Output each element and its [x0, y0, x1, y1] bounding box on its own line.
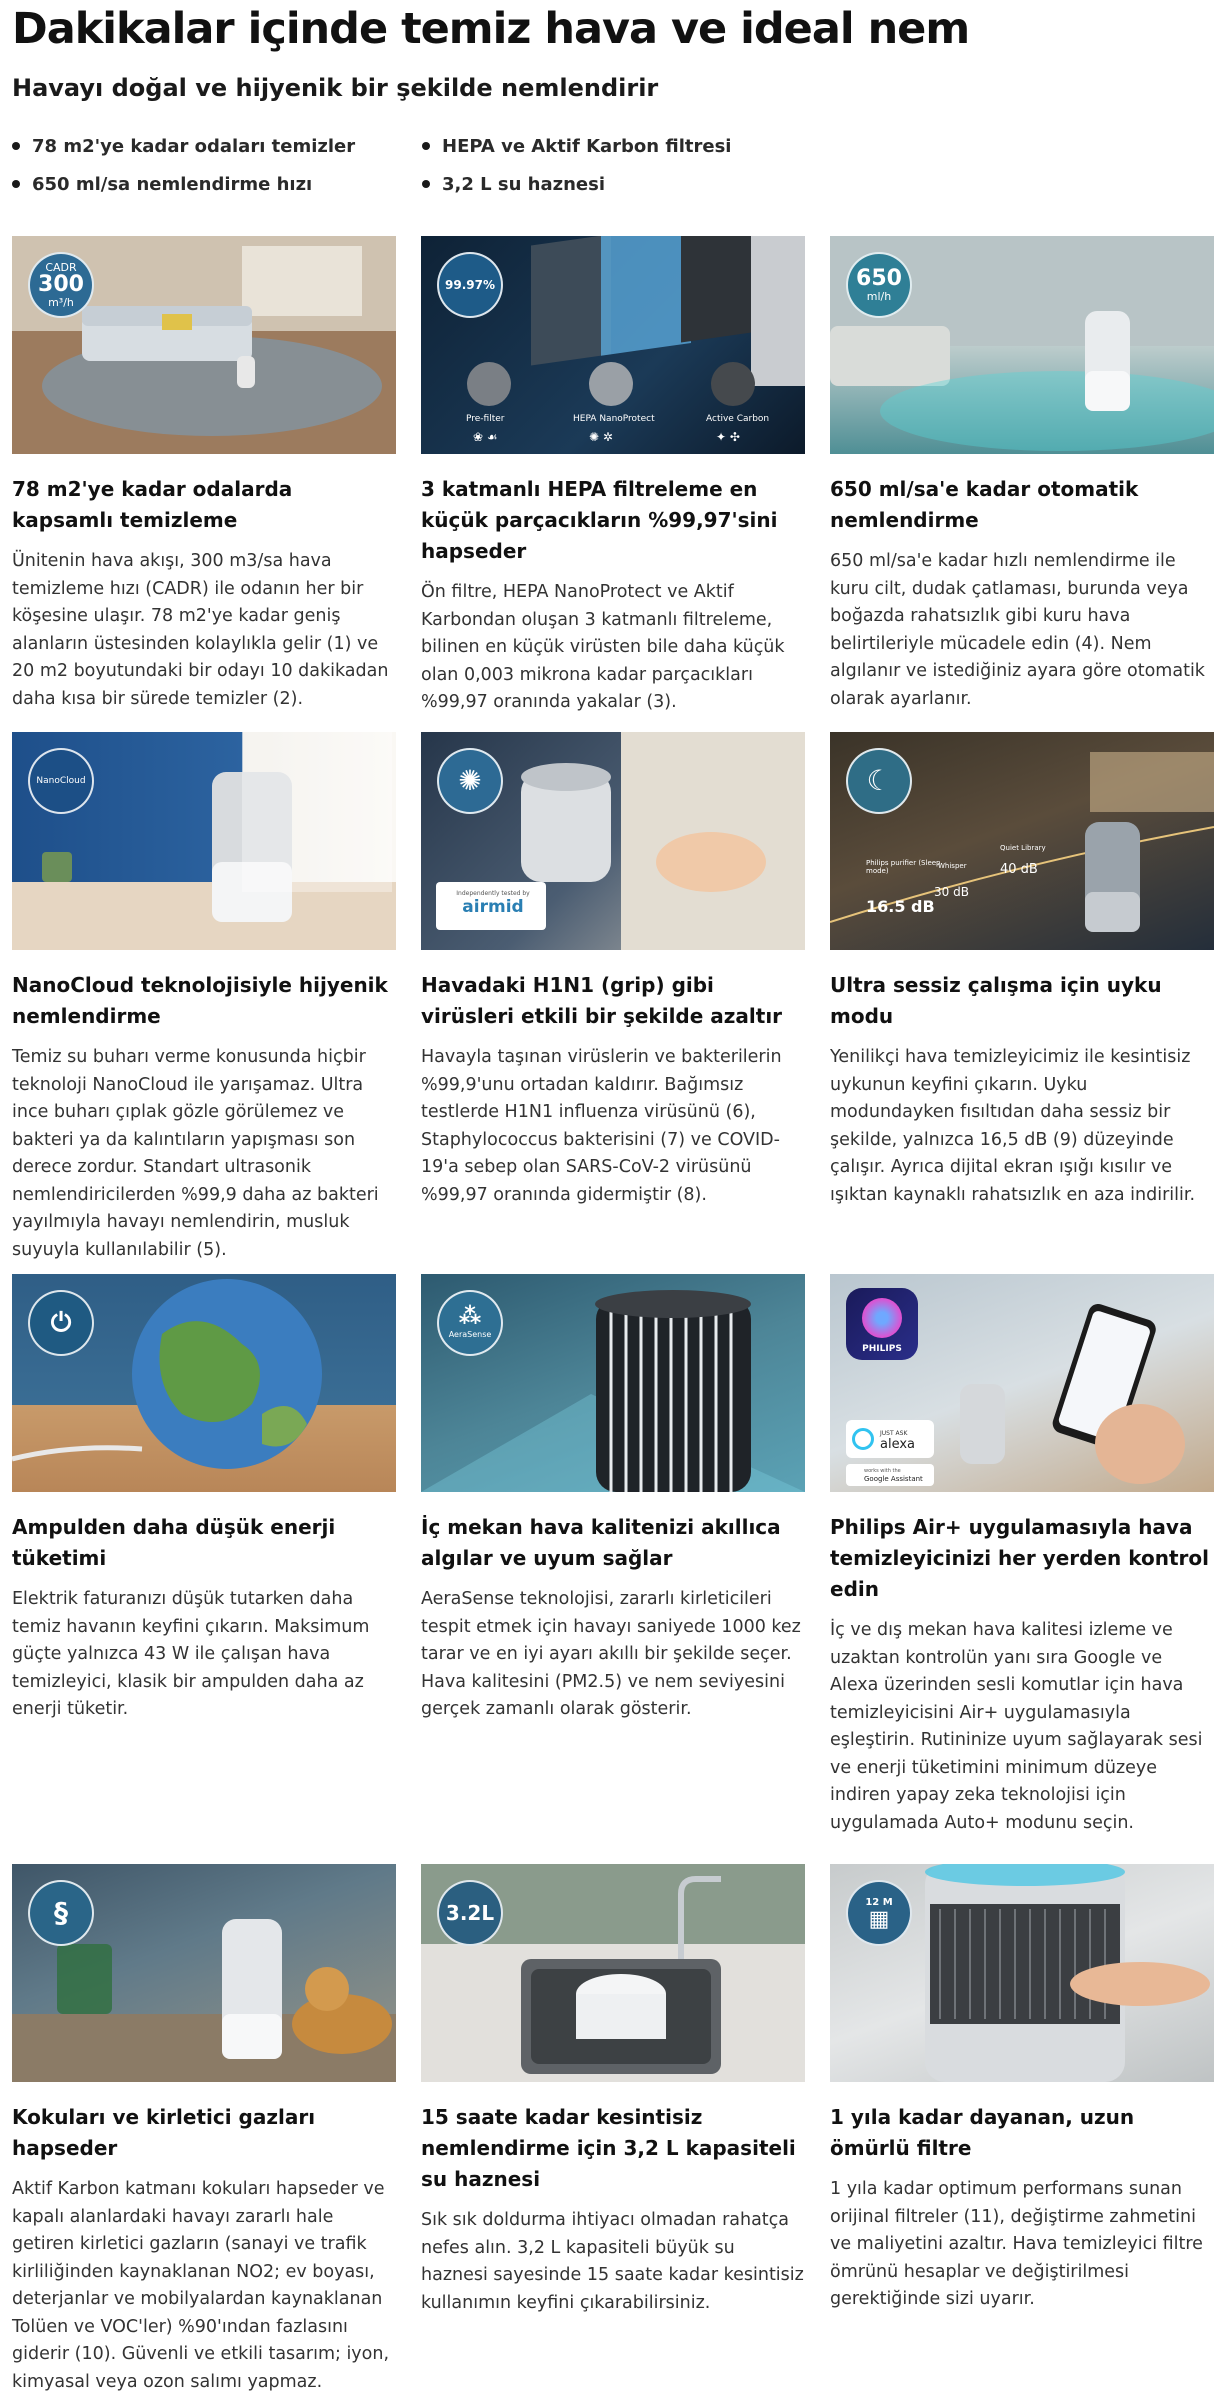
feature-card-app-control [830, 1274, 1214, 1837]
cadr-badge-icon: CADR 300 m³/h [28, 252, 94, 318]
dog-living-room-image [12, 1864, 396, 2082]
card-text: Temiz su buharı verme konusunda hiçbir teknoloji NanoCloud ile yarışamaz. Ultra ince buharı çıplak gözle görülemez ve bakteri ya da kalıntıların yapışması son derece zordur. Standart ultrasonik nemlendiricilerden %99,9 daha az bakteri yayılmıyla havayı nemlendirin, musluk suyuyla kullanılabilir (5). [12, 1047, 379, 1260]
card-text: 1 yıla kadar optimum performans sunan orijinal filtreler (11), değiştirme zahmetini ve maliyetini azaltır. Hava temizleyici filtre ömrünü hesaplar ve değiştirilmesi gerektiğinde sizi uyarır. [830, 2179, 1203, 2309]
nanocloud-badge-icon: NanoCloud [28, 748, 94, 814]
humidification-badge-icon: 650 ml/h [846, 252, 912, 318]
card-title: 3 katmanlı HEPA filtreleme en küçük parçacıkların %99,97'sini hapseder [421, 477, 778, 563]
card-text: Yenilikçi hava temizleyicimiz ile kesintisiz uykunun keyfini çıkarın. Uyku modundayken fısıltıdan daha sessiz bir şekilde, yalnızca 16,5 dB (9) düzeyinde çalışır. Ayrıca dijital ekran ışığı kısılır ve ışıktan kaynaklı rahatsızlık en aza indirilir. [830, 1047, 1196, 1205]
humidifier-room-image [830, 236, 1214, 454]
page-title: Dakikalar içinde temiz hava ve ideal nem [12, 4, 970, 54]
card-text: Ön filtre, HEPA NanoProtect ve Aktif Karbondan oluşan 3 katmanlı filtreleme, bilinen en küçük virüsten bile daha küçük olan 0,003 mikrona kadar parçacıkları %99,97 oranında yakalar (3). [421, 582, 785, 712]
card-title: Ampulden daha düşük enerji tüketimi [12, 1515, 336, 1570]
prefilter-label: Pre-filter [466, 414, 505, 424]
card-title: Ultra sessiz çalışma için uyku modu [830, 973, 1162, 1028]
card-title: NanoCloud teknolojisiyle hijyenik nemlendirme [12, 973, 388, 1028]
globe-image [12, 1274, 396, 1492]
feature-bullets [12, 134, 832, 196]
hepa-label: HEPA NanoProtect [573, 414, 655, 424]
bullet-item: 3,2 L su haznesi [422, 172, 832, 196]
whisper-label: Whisper [938, 862, 967, 870]
feature-card-aerasense [421, 1274, 805, 1724]
card-title: 15 saate kadar kesintisiz nemlendirme için 3,2 L kapasiteli su haznesi [421, 2105, 796, 2191]
card-text: Havayla taşınan virüslerin ve bakterilerin %99,9'unu ortadan kaldırır. Bağımsız testlerde H1N1 influenza virüsünü (6), Staphylococcus bakterisini (7) ve COVID-19'a sebep olan SARS-CoV-2 virüsünü %99,97 oranında gidermiştir (8). [421, 1047, 782, 1205]
feature-card-energy [12, 1274, 396, 1724]
whisper-value: 30 dB [934, 885, 969, 899]
carbon-label: Active Carbon [706, 414, 770, 424]
feature-card-water-tank [421, 1864, 805, 2317]
plug-badge-icon: ⏻ [28, 1290, 94, 1356]
calendar-badge-icon: 12 M ▦ [846, 1880, 912, 1946]
bullet-dot-icon [12, 142, 20, 150]
sleep-badge-icon: ☾ [846, 748, 912, 814]
feature-card-humidification [830, 236, 1214, 713]
aerasense-image [421, 1274, 805, 1492]
card-title: 78 m2'ye kadar odalarda kapsamlı temizleme [12, 477, 293, 532]
card-text: Ünitenin hava akışı, 300 m3/sa hava temizleme hızı (CADR) ile odanın her bir köşesine ulaşır. 78 m2'ye kadar geniş alanların üstesinden kolaylıkla gelir (1) ve 20 m2 boyutundaki bir odayı 10 dakikadan daha kısa bir sürede temizler (2). [12, 551, 389, 709]
philips-app-icon: PHILIPS [846, 1288, 918, 1360]
bullet-item: 650 ml/sa nemlendirme hızı [12, 172, 422, 196]
nanocloud-image [12, 732, 396, 950]
sink-tank-image [421, 1864, 805, 2082]
library-label: Quiet Library [1000, 844, 1046, 852]
google-assistant-badge: works with the Google Assistant [846, 1464, 934, 1486]
page-subtitle: Havayı doğal ve hijyenik bir şekilde nemlendirir [12, 74, 659, 102]
odor-badge-icon: § [28, 1880, 94, 1946]
filtration-badge-icon: 99.97% [437, 252, 503, 318]
feature-card-nanocloud [12, 732, 396, 1264]
feature-card-filter-life [830, 1864, 1214, 2314]
card-title: Kokuları ve kirletici gazları hapseder [12, 2105, 316, 2160]
card-title: İç mekan hava kalitenizi akıllıca algılar ve uyum sağlar [421, 1515, 781, 1570]
card-text: İç ve dış mekan hava kalitesi izleme ve uzaktan kontrolün yanı sıra Google ve Alexa üzerinden sesli komutlar için hava temizleyicisini Air+ uygulamasıyla eşleştirin. Rutininize uyum sağlayarak sesi ve enerji tüketimini minimum düzeye indiren yapay zeka teknolojisi için uygulamada Auto+ modunu seçin. [830, 1620, 1203, 1833]
living-room-image [12, 236, 396, 454]
airmid-logo: Independently tested by airmid [456, 890, 530, 917]
card-title: Philips Air+ uygulamasıyla hava temizleyicinizi her yerden kontrol edin [830, 1515, 1209, 1601]
card-title: 1 yıla kadar dayanan, uzun ömürlü filtre [830, 2105, 1135, 2160]
feature-card-virus-reduction [421, 732, 805, 1209]
bullet-dot-icon [422, 142, 430, 150]
library-value: 40 dB [1000, 862, 1038, 877]
card-title: 650 ml/sa'e kadar otomatik nemlendirme [830, 477, 1139, 532]
app-control-image [830, 1274, 1214, 1492]
feature-card-hepa-filter [421, 236, 805, 717]
bullet-item: HEPA ve Aktif Karbon filtresi [422, 134, 832, 158]
feature-card-odor-gas [12, 1864, 396, 2396]
card-text: AeraSense teknolojisi, zararlı kirleticileri tespit etmek için havayı saniyede 1000 kez tarar ve en iyi ayarı akıllı bir şekilde seçer. Hava kalitesini (PM2.5) ve nem seviyesini gerçek zamanlı olarak gösterir. [421, 1589, 801, 1719]
baby-crib-image [421, 732, 805, 950]
filter-replacement-image [830, 1864, 1214, 2082]
feature-card-room-coverage [12, 236, 396, 713]
tank-badge-icon: 3.2L [437, 1880, 503, 1946]
svg-text:❀ ☙: ❀ ☙ [473, 430, 498, 444]
card-text: Aktif Karbon katmanı kokuları hapseder ve kapalı alanlardaki havayı zararlı hale getiren kirletici gazların (sanayi ve trafik kirliliğinden kaynaklanan NO2; ev boyası, deterjanlar ve mobilyalardan kaynaklanan Tolüen ve VOC'ler) %90'ından fazlasını giderir (10). Güvenli ve etkili tasarım; iyon, kimyasal veya ozon salımı yapmaz. [12, 2179, 390, 2392]
card-text: Sık sık doldurma ihtiyacı olmadan rahatça nefes alın. 3,2 L kapasiteli büyük su haznesi sayesinde 15 saate kadar kesintisiz kullanımın keyfini çıkarabilirsiniz. [421, 2210, 804, 2313]
filter-layers-image [421, 236, 805, 454]
sleep-mode-label: Philips purifier (Sleep mode) [866, 859, 941, 875]
card-text: 650 ml/sa'e kadar hızlı nemlendirme ile kuru cilt, dudak çatlaması, burunda veya boğazda rahatsızlık gibi kuru hava belirtileriyle mücadele edin (4). Nem algılanır ve istediğiniz ayara göre otomatik olarak ayarlanır. [830, 551, 1205, 709]
aerasense-badge-icon: ⁂ AeraSense [437, 1290, 503, 1356]
bullet-item: 78 m2'ye kadar odaları temizler [12, 134, 422, 158]
svg-text:✺ ✲: ✺ ✲ [589, 430, 613, 444]
feature-card-sleep-mode [830, 732, 1214, 1209]
virus-badge-icon: ✺ [437, 748, 503, 814]
card-title: Havadaki H1N1 (grip) gibi virüsleri etkili bir şekilde azaltır [421, 973, 783, 1028]
bedroom-night-image [830, 732, 1214, 950]
svg-text:✦ ✣: ✦ ✣ [716, 430, 740, 444]
bullet-dot-icon [422, 180, 430, 188]
alexa-badge: JUST ASK alexa [846, 1420, 934, 1458]
bullet-dot-icon [12, 180, 20, 188]
sleep-mode-value: 16.5 dB [866, 897, 935, 916]
card-text: Elektrik faturanızı düşük tutarken daha temiz havanın keyfini çıkarın. Maksimum güçte yalnızca 43 W ile çalışan hava temizleyici, klasik bir ampulden daha az enerji tüketir. [12, 1589, 370, 1719]
